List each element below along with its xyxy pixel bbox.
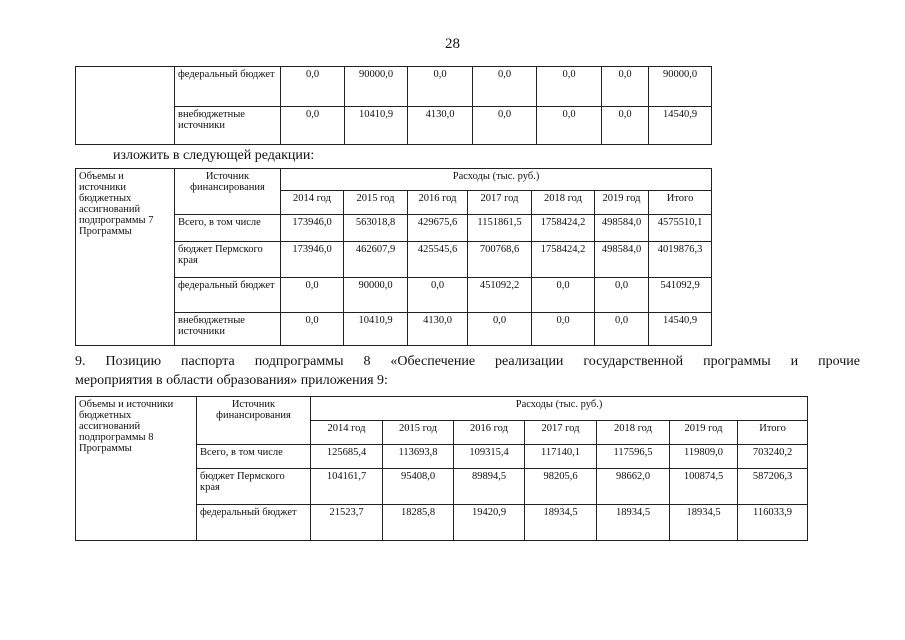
cell-value: 0,0	[532, 313, 595, 346]
cell-value: 98205,6	[525, 469, 597, 505]
cell-value: 0,0	[281, 313, 344, 346]
year-header: 2014 год	[311, 421, 383, 445]
top-table	[75, 66, 712, 145]
cell-value: 451092,2	[468, 278, 532, 313]
intro-text: изложить в следующей редакции:	[113, 148, 315, 163]
cell-value: 98662,0	[597, 469, 670, 505]
cell-value: 4130,0	[408, 107, 473, 145]
year-header: 2019 год	[595, 191, 649, 215]
cell-value: 429675,6	[408, 215, 468, 242]
subprogram-8-table	[75, 396, 808, 541]
cell-value: 90000,0	[649, 67, 712, 107]
cell-value: 89894,5	[454, 469, 525, 505]
cell-value: 498584,0	[595, 215, 649, 242]
cell-value: 0,0	[537, 67, 602, 107]
cell-value: 498584,0	[595, 242, 649, 278]
cell-value: 425545,6	[408, 242, 468, 278]
cell-value: 1758424,2	[532, 215, 595, 242]
cell-value: 0,0	[595, 313, 649, 346]
year-header: 2015 год	[344, 191, 408, 215]
year-header: 2016 год	[454, 421, 525, 445]
cell-value: 10410,9	[344, 313, 408, 346]
cell-value: 18934,5	[670, 505, 738, 541]
cell-value: 0,0	[473, 67, 537, 107]
row-label: федеральный бюджет	[175, 278, 281, 313]
cell-value: 4130,0	[408, 313, 468, 346]
cell-value: 90000,0	[345, 67, 408, 107]
cell-value: 19420,9	[454, 505, 525, 541]
cell-value: 0,0	[281, 278, 344, 313]
cell-value: 10410,9	[345, 107, 408, 145]
cell-value: 14540,9	[649, 107, 712, 145]
subprogram-7-table	[75, 168, 712, 346]
year-header: 2016 год	[408, 191, 468, 215]
cell-value: 0,0	[532, 278, 595, 313]
cell-value: 563018,8	[344, 215, 408, 242]
cell-value: 14540,9	[649, 313, 712, 346]
row-label: федеральный бюджет	[197, 505, 311, 541]
table-row	[76, 67, 712, 107]
header-row	[76, 397, 808, 421]
cell-value: 0,0	[602, 67, 649, 107]
year-header: 2017 год	[468, 191, 532, 215]
cell-value: 18934,5	[597, 505, 670, 541]
cell-value: 4019876,3	[649, 242, 712, 278]
cell-value: 90000,0	[344, 278, 408, 313]
cell-value: 0,0	[595, 278, 649, 313]
object-cell	[76, 67, 175, 145]
paragraph-9-line-2: мероприятия в области образования» приложения 9:	[75, 373, 388, 388]
cell-value: 125685,4	[311, 445, 383, 469]
cell-value: 0,0	[468, 313, 532, 346]
year-header: 2014 год	[281, 191, 344, 215]
cell-value: 703240,2	[738, 445, 808, 469]
source-header: Источник финансирования	[197, 397, 311, 445]
row-label: бюджет Пермского края	[175, 242, 281, 278]
cell-value: 462607,9	[344, 242, 408, 278]
cell-value: 0,0	[473, 107, 537, 145]
cell-value: 21523,7	[311, 505, 383, 541]
cell-value: 95408,0	[383, 469, 454, 505]
row-label: Всего, в том числе	[197, 445, 311, 469]
cell-value: 0,0	[408, 67, 473, 107]
cell-value: 117140,1	[525, 445, 597, 469]
cell-value: 173946,0	[281, 242, 344, 278]
year-header: 2015 год	[383, 421, 454, 445]
cell-value: 587206,3	[738, 469, 808, 505]
cell-value: 0,0	[408, 278, 468, 313]
expenses-header: Расходы (тыс. руб.)	[311, 397, 808, 421]
object-label: Объемы и источники бюджетных ассигнований подпрограммы 7 Программы	[76, 169, 175, 346]
cell-value: 1151861,5	[468, 215, 532, 242]
cell-value: 1758424,2	[532, 242, 595, 278]
cell-value: 119809,0	[670, 445, 738, 469]
cell-value: 0,0	[602, 107, 649, 145]
cell-value: 700768,6	[468, 242, 532, 278]
cell-value: 0,0	[537, 107, 602, 145]
total-header: Итого	[649, 191, 712, 215]
source-header: Источник финансирования	[175, 169, 281, 215]
row-label: внебюджетные источники	[175, 107, 281, 145]
row-label: Всего, в том числе	[175, 215, 281, 242]
year-header: 2017 год	[525, 421, 597, 445]
page-number: 28	[445, 36, 460, 52]
year-header: 2019 год	[670, 421, 738, 445]
cell-value: 117596,5	[597, 445, 670, 469]
paragraph-9-line-1: 9. Позицию паспорта подпрограммы 8 «Обеспечение реализации государственной программы и прочие	[75, 354, 860, 369]
cell-value: 173946,0	[281, 215, 344, 242]
cell-value: 109315,4	[454, 445, 525, 469]
cell-value: 18285,8	[383, 505, 454, 541]
object-label: Объемы и источники бюджетных ассигнований подпрограммы 8 Программы	[76, 397, 197, 541]
cell-value: 113693,8	[383, 445, 454, 469]
cell-value: 541092,9	[649, 278, 712, 313]
year-header: 2018 год	[597, 421, 670, 445]
header-row	[76, 169, 712, 191]
total-header: Итого	[738, 421, 808, 445]
cell-value: 100874,5	[670, 469, 738, 505]
cell-value: 116033,9	[738, 505, 808, 541]
expenses-header: Расходы (тыс. руб.)	[281, 169, 712, 191]
row-label: внебюджетные источники	[175, 313, 281, 346]
cell-value: 0,0	[281, 107, 345, 145]
row-label: бюджет Пермского края	[197, 469, 311, 505]
row-label: федеральный бюджет	[175, 67, 281, 107]
cell-value: 4575510,1	[649, 215, 712, 242]
cell-value: 104161,7	[311, 469, 383, 505]
year-header: 2018 год	[532, 191, 595, 215]
cell-value: 0,0	[281, 67, 345, 107]
cell-value: 18934,5	[525, 505, 597, 541]
